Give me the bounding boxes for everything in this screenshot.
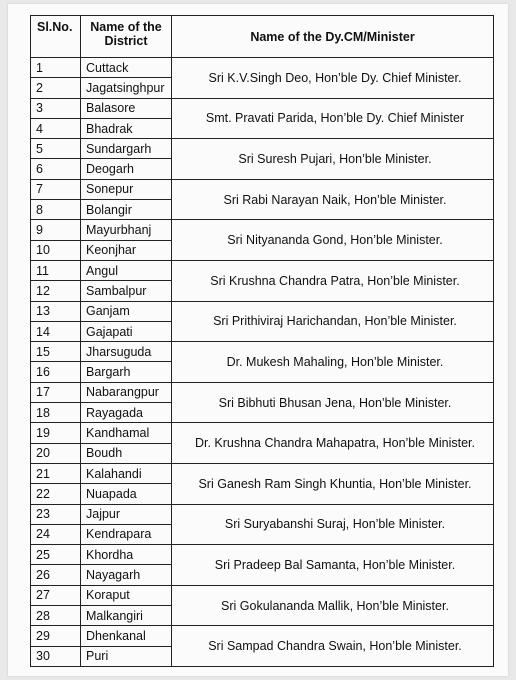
district-cell: Ganjam [81,301,172,321]
table-header-row [31,16,494,58]
sl-no-cell: 22 [31,484,81,504]
sl-no-cell: 26 [31,565,81,585]
district-cell: Gajapati [81,321,172,341]
minister-cell: Sri Suryabanshi Suraj, Hon’ble Minister. [172,504,494,545]
district-cell: Cuttack [81,58,172,78]
sl-no-cell: 17 [31,382,81,402]
table-row [31,585,494,605]
district-cell: Koraput [81,585,172,605]
table-row [31,220,494,240]
sl-no-cell: 4 [31,118,81,138]
table-row [31,545,494,565]
sl-no-cell: 19 [31,423,81,443]
district-cell: Nayagarh [81,565,172,585]
sl-no-cell: 25 [31,545,81,565]
sl-no-cell: 29 [31,626,81,646]
district-minister-table [30,15,494,667]
document-page [8,4,508,676]
table-row [31,626,494,646]
minister-cell: Smt. Pravati Parida, Hon’ble Dy. Chief Minister [172,98,494,139]
district-cell: Angul [81,260,172,280]
sl-no-cell: 23 [31,504,81,524]
sl-no-cell: 7 [31,179,81,199]
sl-no-cell: 20 [31,443,81,463]
minister-cell: Sri Nityananda Gond, Hon’ble Minister. [172,220,494,261]
sl-no-cell: 27 [31,585,81,605]
district-cell: Nuapada [81,484,172,504]
sl-no-cell: 2 [31,78,81,98]
table-row [31,98,494,118]
district-cell: Bargarh [81,362,172,382]
minister-cell: Sri Gokulananda Mallik, Hon’ble Minister. [172,585,494,626]
district-cell: Boudh [81,443,172,463]
district-cell: Jajpur [81,504,172,524]
minister-cell: Sri Rabi Narayan Naik, Hon’ble Minister. [172,179,494,220]
district-cell: Nabarangpur [81,382,172,402]
minister-cell: Sri Prithiviraj Harichandan, Hon’ble Minister. [172,301,494,342]
district-cell: Keonjhar [81,240,172,260]
minister-cell: Sri Ganesh Ram Singh Khuntia, Hon’ble Minister. [172,463,494,504]
district-cell: Dhenkanal [81,626,172,646]
district-cell: Jharsuguda [81,342,172,362]
sl-no-cell: 6 [31,159,81,179]
table-row [31,463,494,483]
table-row [31,382,494,402]
district-cell: Kalahandi [81,463,172,483]
sl-no-cell: 11 [31,260,81,280]
minister-cell: Sri Suresh Pujari, Hon’ble Minister. [172,139,494,180]
sl-no-cell: 1 [31,58,81,78]
district-cell: Puri [81,646,172,666]
minister-cell: Sri Bibhuti Bhusan Jena, Hon’ble Minister. [172,382,494,423]
sl-no-cell: 12 [31,281,81,301]
district-cell: Sonepur [81,179,172,199]
table-row [31,423,494,443]
sl-no-cell: 30 [31,646,81,666]
sl-no-cell: 5 [31,139,81,159]
table-row [31,342,494,362]
table-row [31,179,494,199]
table-row [31,58,494,78]
district-cell: Malkangiri [81,606,172,626]
sl-no-cell: 15 [31,342,81,362]
minister-cell: Dr. Mukesh Mahaling, Hon’ble Minister. [172,342,494,383]
district-cell: Sundargarh [81,139,172,159]
table-row [31,504,494,524]
district-cell: Bolangir [81,200,172,220]
header-sl-no: Sl.No. [31,16,81,58]
minister-cell: Sri Pradeep Bal Samanta, Hon’ble Minister. [172,545,494,586]
sl-no-cell: 28 [31,606,81,626]
sl-no-cell: 9 [31,220,81,240]
minister-cell: Sri K.V.Singh Deo, Hon’ble Dy. Chief Minister. [172,58,494,99]
district-cell: Deogarh [81,159,172,179]
table-row [31,139,494,159]
district-cell: Khordha [81,545,172,565]
district-cell: Sambalpur [81,281,172,301]
sl-no-cell: 14 [31,321,81,341]
sl-no-cell: 3 [31,98,81,118]
table-row [31,260,494,280]
district-cell: Bhadrak [81,118,172,138]
header-district: Name of the District [81,16,172,58]
district-cell: Kandhamal [81,423,172,443]
sl-no-cell: 24 [31,524,81,544]
sl-no-cell: 18 [31,403,81,423]
minister-cell: Dr. Krushna Chandra Mahapatra, Hon’ble Minister. [172,423,494,464]
district-cell: Mayurbhanj [81,220,172,240]
sl-no-cell: 16 [31,362,81,382]
sl-no-cell: 21 [31,463,81,483]
district-cell: Rayagada [81,403,172,423]
table-row [31,301,494,321]
sl-no-cell: 8 [31,200,81,220]
minister-cell: Sri Krushna Chandra Patra, Hon’ble Minister. [172,260,494,301]
header-minister: Name of the Dy.CM/Minister [172,16,494,58]
district-cell: Jagatsinghpur [81,78,172,98]
district-cell: Kendrapara [81,524,172,544]
district-cell: Balasore [81,98,172,118]
sl-no-cell: 10 [31,240,81,260]
minister-cell: Sri Sampad Chandra Swain, Hon’ble Minister. [172,626,494,667]
sl-no-cell: 13 [31,301,81,321]
